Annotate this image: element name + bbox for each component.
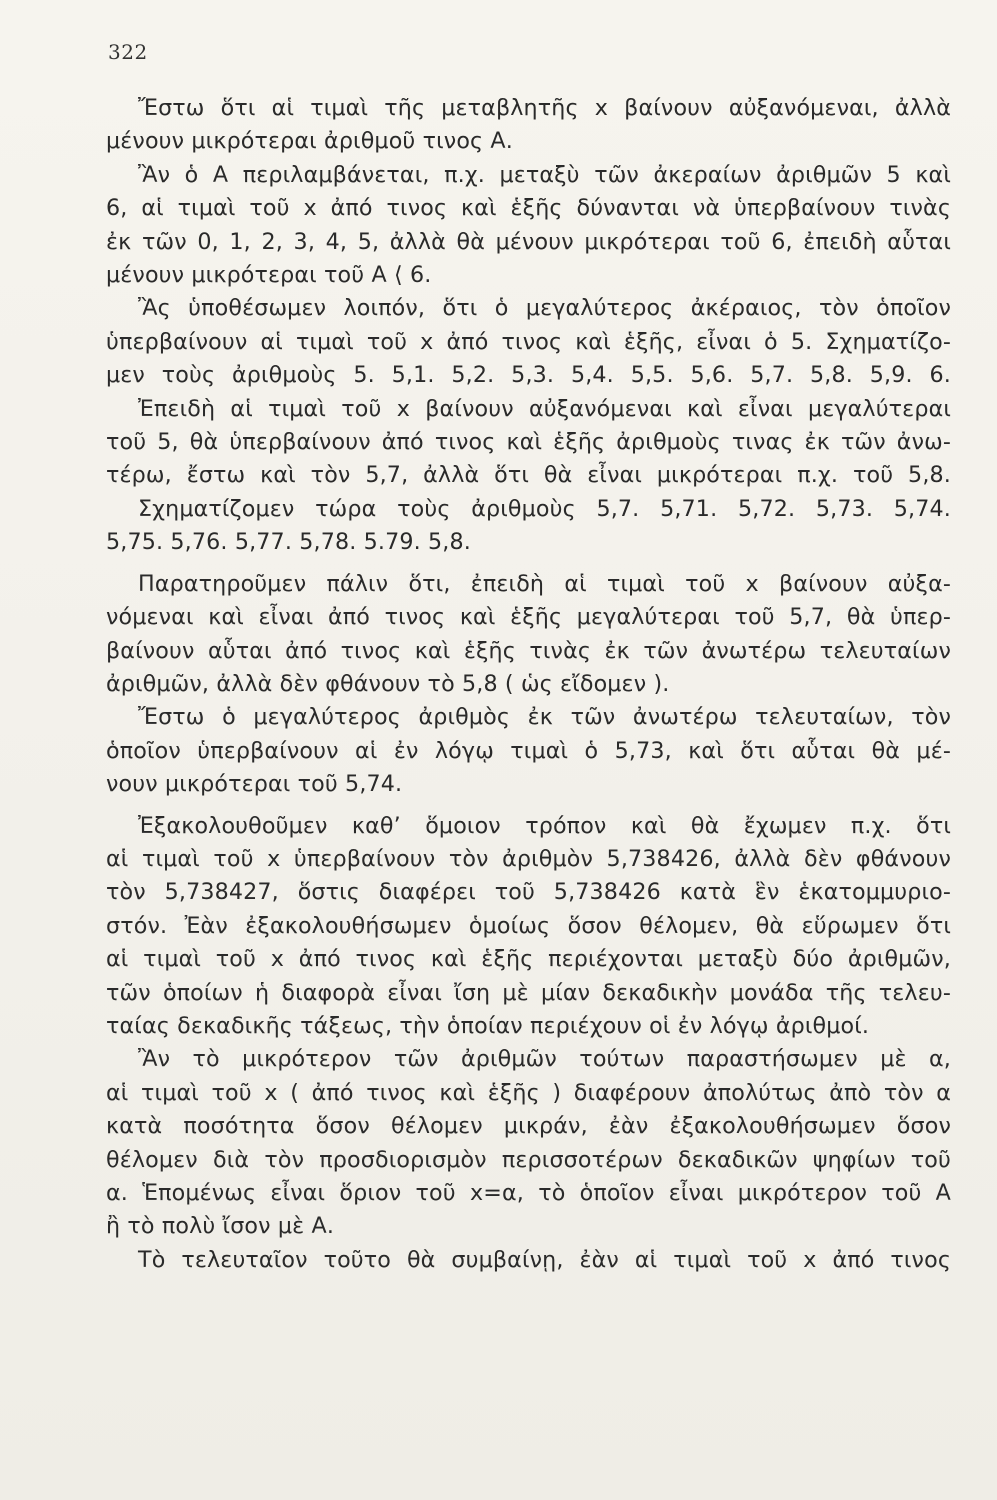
text-line: κατὰ ποσότητα ὅσον θέλομεν μικράν, ἐὰν ἐξακολουθήσωμεν ὅσον — [106, 1113, 951, 1140]
text-line: τῶν ὁποίων ἡ διαφορὰ εἶναι ἴση μὲ μίαν δεκαδικὴν μονάδα τῆς τελευ- — [106, 979, 951, 1006]
text-line: Ἐξακολουθοῦμεν καθ’ ὅμοιον τρόπον καὶ θὰ ἔχωμεν π.χ. ὅτι — [138, 812, 951, 839]
text-line: Ἐπειδὴ αἱ τιμαὶ τοῦ x βαίνουν αὐξανόμεναι καὶ εἶναι μεγαλύτεραι — [138, 395, 951, 422]
text-line: Σχηματίζομεν τώρα τοὺς ἀριθμοὺς 5,7. 5,71. 5,72. 5,73. 5,74. — [138, 495, 951, 522]
text-line: ἢ τὸ πολὺ ἴσον μὲ Α. — [106, 1213, 335, 1240]
paragraph-4 — [106, 393, 951, 493]
text-line: Ἂς ὑποθέσωμεν λοιπόν, ὅτι ὁ μεγαλύτερος ἀκέραιος, τὸν ὁποῖον — [138, 295, 951, 322]
paragraph-8 — [106, 810, 951, 1044]
text-line: Παρατηροῦμεν πάλιν ὅτι, ἐπειδὴ αἱ τιμαὶ τοῦ x βαίνουν αὐξα- — [138, 570, 951, 597]
text-line: τὸν 5,738427, ὅστις διαφέρει τοῦ 5,738426 κατὰ ἓν ἑκατομμυριο- — [106, 879, 951, 906]
text-line: ὑπερβαίνουν αἱ τιμαὶ τοῦ x ἀπό τινος καὶ ἑξῆς, εἶναι ὁ 5. Σχηματίζο- — [106, 328, 951, 355]
paragraph-5 — [106, 493, 951, 560]
text-line: στόν. Ἐὰν ἐξακολουθήσωμεν ὁμοίως ὅσον θέλομεν, θὰ εὕρωμεν ὅτι — [106, 912, 951, 939]
paragraph-3 — [106, 292, 951, 392]
text-line: ἀριθμῶν, ἀλλὰ δὲν φθάνουν τὸ 5,8 ( ὡς εἴδομεν ). — [106, 670, 670, 697]
paragraph-10 — [106, 1244, 951, 1277]
paragraph-1 — [106, 92, 951, 159]
paragraph-7 — [106, 701, 951, 801]
body-text — [106, 92, 951, 1277]
text-line: ἐκ τῶν 0, 1, 2, 3, 4, 5, ἀλλὰ θὰ μένουν μικρότεραι τοῦ 6, ἐπειδὴ αὗται — [106, 228, 951, 255]
text-line: μένουν μικρότεραι τοῦ Α ⟨ 6. — [106, 262, 432, 289]
text-line: μένουν μικρότεραι ἀριθμοῦ τινος Α. — [106, 128, 513, 155]
paragraph-6 — [106, 568, 951, 702]
text-line: αἱ τιμαὶ τοῦ x ( ἀπό τινος καὶ ἑξῆς ) διαφέρουν ἀπολύτως ἀπὸ τὸν α — [106, 1079, 951, 1106]
text-line: α. Ἑπομένως εἶναι ὅριον τοῦ x=α, τὸ ὁποῖον εἶναι μικρότερον τοῦ Α — [106, 1180, 951, 1206]
text-line: νόμεναι καὶ εἶναι ἀπό τινος καὶ ἑξῆς μεγαλύτεραι τοῦ 5,7, θὰ ὑπερ- — [106, 604, 951, 631]
page-number: 322 — [108, 40, 148, 64]
text-line: αἱ τιμαὶ τοῦ x ἀπό τινος καὶ ἑξῆς περιέχονται μεταξὺ δύο ἀριθμῶν, — [106, 946, 951, 973]
text-line: τοῦ 5, θὰ ὑπερβαίνουν ἀπό τινος καὶ ἑξῆς ἀριθμοὺς τινας ἐκ τῶν ἀνω- — [106, 429, 951, 456]
text-line: ὁποῖον ὑπερβαίνουν αἱ ἐν λόγῳ τιμαὶ ὁ 5,73, καὶ ὅτι αὗται θὰ μέ- — [106, 737, 951, 764]
paragraph-2 — [106, 159, 951, 293]
text-line: Ἔστω ὅτι αἱ τιμαὶ τῆς μεταβλητῆς x βαίνουν αὐξανόμεναι, ἀλλὰ — [138, 95, 951, 121]
text-line: 6, αἱ τιμαὶ τοῦ x ἀπό τινος καὶ ἑξῆς δύνανται νὰ ὑπερβαίνουν τινὰς — [106, 195, 951, 222]
text-line: μεν τοὺς ἀριθμοὺς 5. 5,1. 5,2. 5,3. 5,4. 5,5. 5,6. 5,7. 5,8. 5,9. 6. — [106, 362, 951, 389]
paragraph-gap — [106, 560, 951, 568]
text-line: 5,75. 5,76. 5,77. 5,78. 5.79. 5,8. — [106, 529, 471, 556]
paragraph-gap — [106, 802, 951, 810]
paragraph-9 — [106, 1043, 951, 1243]
text-line: θέλομεν διὰ τὸν προσδιορισμὸν περισσοτέρων δεκαδικῶν ψηφίων τοῦ — [106, 1146, 951, 1173]
text-line: Ἂν ὁ Α περιλαμβάνεται, π.χ. μεταξὺ τῶν ἀκεραίων ἀριθμῶν 5 καὶ — [138, 161, 951, 188]
text-line: ταίας δεκαδικῆς τάξεως, τὴν ὁποίαν περιέχουν οἱ ἐν λόγῳ ἀριθμοί. — [106, 1012, 870, 1039]
text-line: Τὸ τελευταῖον τοῦτο θὰ συμβαίνῃ, ἐὰν αἱ τιμαὶ τοῦ x ἀπό τινος — [138, 1246, 951, 1273]
text-line: Ἂν τὸ μικρότερον τῶν ἀριθμῶν τούτων παραστήσωμεν μὲ α, — [138, 1046, 951, 1073]
text-line: βαίνουν αὗται ἀπό τινος καὶ ἑξῆς τινὰς ἐκ τῶν ἀνωτέρω τελευταίων — [106, 637, 951, 664]
text-line: τέρω, ἔστω καὶ τὸν 5,7, ἀλλὰ ὅτι θὰ εἶναι μικρότεραι π.χ. τοῦ 5,8. — [106, 462, 951, 489]
text-line: Ἔστω ὁ μεγαλύτερος ἀριθμὸς ἐκ τῶν ἀνωτέρω τελευταίων, τὸν — [138, 704, 951, 731]
text-line: αἱ τιμαὶ τοῦ x ὑπερβαίνουν τὸν ἀριθμὸν 5,738426, ἀλλὰ δὲν φθάνουν — [106, 845, 951, 872]
text-line: νουν μικρότεραι τοῦ 5,74. — [106, 771, 403, 798]
